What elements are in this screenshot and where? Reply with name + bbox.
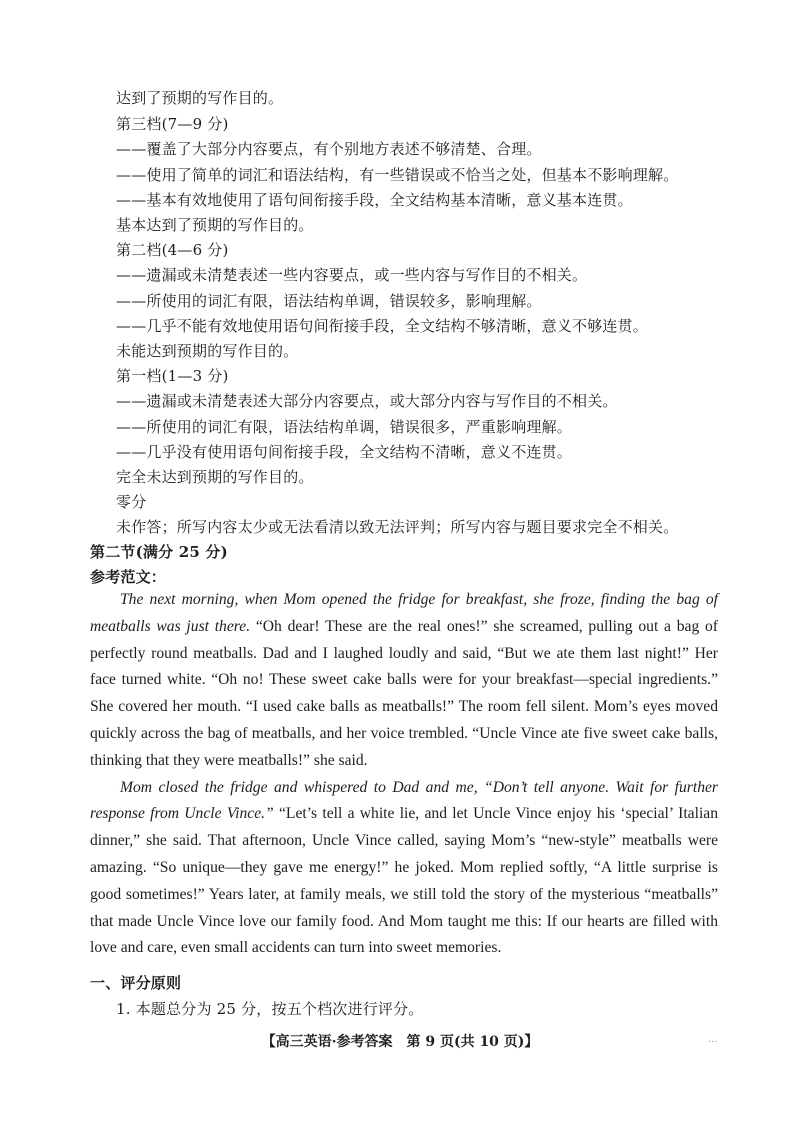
paragraph-1-body: “Oh dear! These are the real ones!” she screamed, pulling out a bag of perfectly round meatballs. Dad and I laughed loudly and said, “But we ate them last night!” Her face turned white. “Oh no! These sweet cake balls were for your breakfast—special ingredients.” She covered her mouth. “I used cake balls as meatballs!” The room fell silent. Mom’s eyes moved quickly across the bag of meatballs, and her voice trembled. “Uncle Vince ate five sweet cake balls, thinking that they were meatballs!” she said.: [90, 617, 718, 769]
sample-essay-label: 参考范文：: [90, 568, 167, 586]
tier2-criterion-1: ——遗漏或未清楚表述一些内容要点，或一些内容与写作目的不相关。: [116, 266, 588, 284]
paragraph-1-given-opening: The next morning, when Mom opened the fridge for breakfast, she froze, finding the bag of meatballs was just there.: [90, 591, 718, 635]
tier3-conclusion: 基本达到了预期的写作目的。: [116, 216, 314, 234]
tier1-criterion-2: ——所使用的词汇有限，语法结构单调，错误很多，严重影响理解。: [116, 418, 573, 436]
tier1-criterion-3: ——几乎没有使用语句间衔接手段，全文结构不清晰，意义不连贯。: [116, 443, 573, 461]
scoring-principle-1: 1. 本题总分为 25 分，按五个档次进行评分。: [116, 1000, 424, 1018]
tier3-criterion-3: ——基本有效地使用了语句间衔接手段，全文结构基本清晰，意义基本连贯。: [116, 191, 633, 209]
tier2-title: 第二档(4—6 分): [116, 241, 229, 259]
tier1-criterion-1: ——遗漏或未清楚表述大部分内容要点，或大部分内容与写作目的不相关。: [116, 392, 618, 410]
zero-score-title: 零分: [116, 493, 147, 511]
tier3-title: 第三档(7—9 分): [116, 115, 229, 133]
zero-score-description: 未作答；所写内容太少或无法看清以致无法评判；所写内容与题目要求完全不相关。: [116, 518, 679, 536]
tier2-criterion-3: ——几乎不能有效地使用语句间衔接手段，全文结构不够清晰，意义不够连贯。: [116, 317, 649, 335]
paragraph-2-body: “Let’s tell a white lie, and let Uncle Vince enjoy his ‘special’ Italian dinner,” she said. That afternoon, Uncle Vince called, saying Mom’s “new-style” meatballs were amazing. “So unique—they gave me energy!” he joked. Mom replied softly, “A little surprise is good sometimes!” Years later, at family meals, we still told the story of the mysterious “meatballs” that made Uncle Vince love our family food. And Mom taught me this: If our hearts are filled with love and care, even small accidents can turn into sweet memories.: [90, 805, 718, 957]
tier1-title: 第一档(1—3 分): [116, 367, 229, 385]
corner-mark: ...: [708, 1034, 718, 1045]
essay-paragraph-2: [90, 775, 718, 963]
scoring-principles-heading: 一、评分原则: [90, 974, 182, 992]
sample-essay: [90, 587, 718, 962]
section2-heading: 第二节(满分 25 分): [90, 543, 228, 561]
tier4-conclusion: 达到了预期的写作目的。: [116, 89, 284, 107]
tier2-conclusion: 未能达到预期的写作目的。: [116, 342, 299, 360]
tier3-criterion-2: ——使用了简单的词汇和语法结构，有一些错误或不恰当之处，但基本不影响理解。: [116, 166, 679, 184]
tier1-conclusion: 完全未达到预期的写作目的。: [116, 468, 314, 486]
tier3-criterion-1: ——覆盖了大部分内容要点，有个别地方表述不够清楚、合理。: [116, 140, 542, 158]
paragraph-2-given-opening: Mom closed the fridge and whispered to Dad and me, “Don’t tell anyone. Wait for further response from Uncle Vince.”: [90, 778, 718, 823]
essay-paragraph-1: [90, 587, 718, 775]
tier2-criterion-2: ——所使用的词汇有限，语法结构单调，错误较多，影响理解。: [116, 292, 542, 310]
page-footer: 【高三英语·参考答案 第 9 页(共 10 页)】: [261, 1034, 539, 1050]
